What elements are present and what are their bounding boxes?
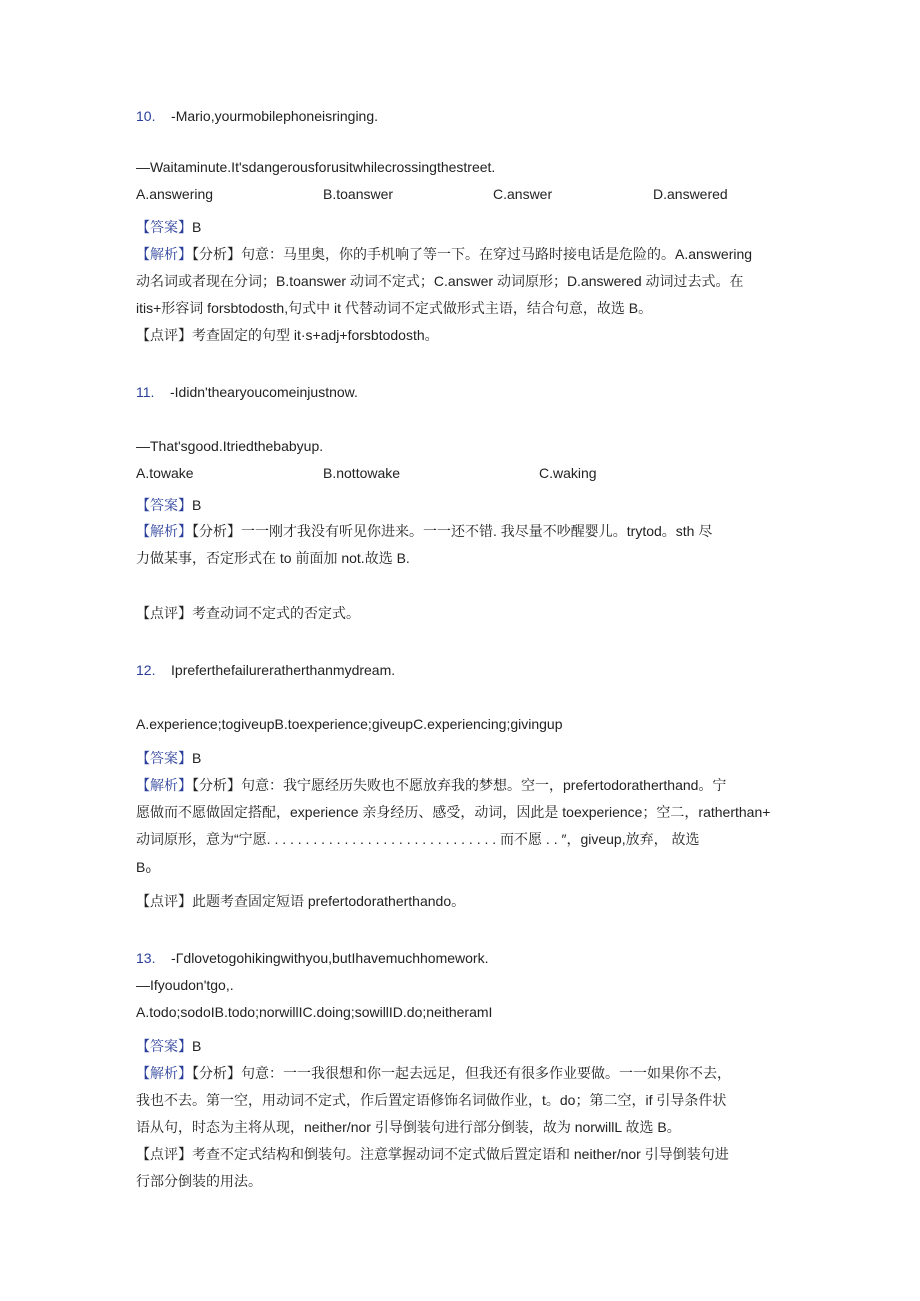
answer-tag: 【答案】: [136, 750, 192, 766]
question-reply: —Ifyoudon'tgo,.: [136, 977, 234, 993]
answer-tag: 【答案】: [136, 497, 192, 513]
answer-tag: 【答案】: [136, 1038, 192, 1054]
question-stem: -Ididn'thearyoucomeinjustnow.: [170, 384, 358, 400]
question-number: 12.: [136, 662, 156, 678]
option-c: C.waking: [539, 465, 597, 481]
analysis-line: [136, 245, 752, 263]
option-a: A.towake: [136, 465, 194, 481]
answer-line: [136, 218, 201, 236]
option-c: C.answer: [493, 186, 553, 202]
comment-text: 【点评】考查固定的句型 it·s+adj+forsbtodosth。: [136, 327, 439, 343]
analysis-line: [136, 522, 712, 540]
answer-value: B: [192, 497, 202, 513]
analysis-text: 【分析】句意：一一我很想和你一起去远足，但我还有很多作业要做。一一如果你不去，: [192, 1065, 731, 1081]
answer-value: B: [192, 219, 202, 235]
analysis-text: 我也不去。第一空，用动词不定式，作后置定语修饰名词做作业，t。do；第二空，if 引导条件状: [136, 1092, 727, 1108]
question-number: 10.: [136, 108, 156, 124]
analysis-text: 愿做而不愿做固定搭配，experience 亲身经历、感受，动词，因此是 toexperience；空二，ratherthan+: [136, 804, 771, 820]
question-10: [136, 107, 378, 125]
analysis-text: 【分析】句意：我宁愿经历失败也不愿放弃我的梦想。空一，prefertodoratherthand。宁: [192, 777, 727, 793]
analysis-text: 【分析】一一刚才我没有听见你进来。一一还不错. 我尽量不吵醒婴儿。trytod。sth 尽: [192, 523, 713, 539]
options-line: A.todo;sodoIB.todo;norwillIC.doing;sowillID.do;neitheramI: [136, 1004, 493, 1020]
analysis-tag: 【解析】: [136, 777, 192, 793]
analysis-text: 动名词或者现在分词；B.toanswer 动词不定式；C.answer 动词原形；D.answered 动词过去式。在: [136, 273, 744, 289]
options-line: A.experience;togiveupB.toexperience;giveupC.experiencing;givingup: [136, 716, 563, 732]
comment-text: 【点评】考查不定式结构和倒装句。注意掌握动词不定式做后置定语和 neither/nor 引导倒装句进: [136, 1146, 729, 1162]
question-11: [136, 383, 358, 401]
answer-line: [136, 749, 201, 767]
question-number: 11.: [136, 384, 155, 400]
option-b: B.toanswer: [323, 186, 394, 202]
option-b: B.nottowake: [323, 465, 401, 481]
comment-text: 【点评】考查动词不定式的否定式。: [136, 605, 360, 621]
question-13: [136, 949, 488, 967]
analysis-tag: 【解析】: [136, 1065, 192, 1081]
answer-line: [136, 496, 201, 514]
analysis-text: 动词原形，意为“宁愿. . . . . . . . . . . . . . . . . . . . . . . . . . . . . . 而不愿 . . ″，giveup,放弃， 故选: [136, 831, 700, 847]
analysis-text: 力做某事，否定形式在 to 前面加 not.故选 B.: [136, 550, 410, 566]
analysis-text: B₀: [136, 859, 152, 875]
analysis-tag: 【解析】: [136, 246, 192, 262]
analysis-tag: 【解析】: [136, 523, 192, 539]
analysis-text: 【分析】句意：马里奥，你的手机响了等一下。在穿过马路时接电话是危险的。A.answering: [192, 246, 753, 262]
question-stem: -Mario,yourmobilephoneisringing.: [171, 108, 379, 124]
question-reply: —Waitaminute.It'sdangerousforusitwhilecrossingthestreet.: [136, 159, 496, 175]
question-12: [136, 661, 395, 679]
comment-text: 行部分倒装的用法。: [136, 1173, 262, 1189]
answer-tag: 【答案】: [136, 219, 192, 235]
question-stem: -Γdlovetogohikingwithyou,butIhavemuchhomework.: [171, 950, 489, 966]
answer-value: B: [192, 1038, 202, 1054]
analysis-line: [136, 776, 726, 794]
option-a: A.answering: [136, 186, 214, 202]
question-number: 13.: [136, 950, 156, 966]
option-d: D.answered: [653, 186, 728, 202]
analysis-text: 语从句，时态为主将从现，neither/nor 引导倒装句进行部分倒装，故为 norwillL 故选 B。: [136, 1119, 681, 1135]
analysis-text: itis+形容词 forsbtodosth,句式中 it 代替动词不定式做形式主语，结合句意，故选 B。: [136, 300, 653, 316]
question-stem: Ipreferthefailureratherthanmydream.: [171, 662, 396, 678]
question-reply: —That'sgood.Itriedthebabyup.: [136, 438, 324, 454]
comment-text: 【点评】此题考查固定短语 prefertodoratherthando。: [136, 893, 466, 909]
answer-line: [136, 1037, 201, 1055]
answer-value: B: [192, 750, 202, 766]
analysis-line: [136, 1064, 731, 1082]
